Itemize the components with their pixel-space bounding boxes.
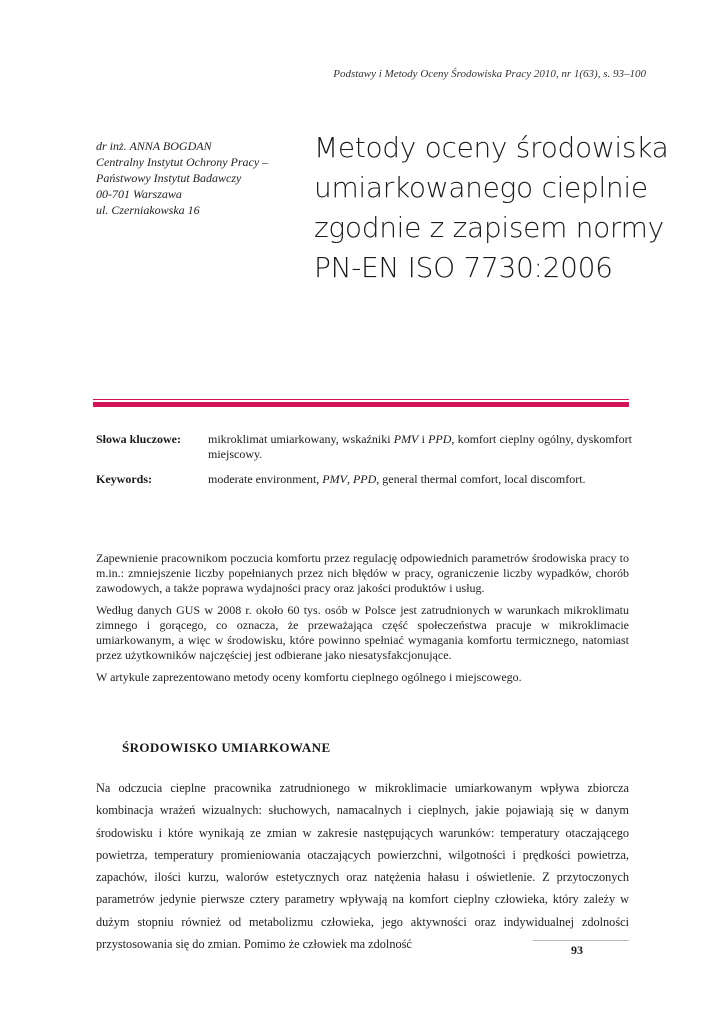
divider-thick [93,402,629,407]
section-paragraph: Na odczucia cieplne pracownika zatrudnionego w mikroklimacie umiarkowanym wpływa zbiorcza kombinacja wrażeń wizualnych: słuchowych, namacalnych i cieplnych, jakie pojawiają się w danym środowisku i które wynikają ze zmian w zakresie następujących warunków: temperatury otaczającego powietrza, temperatury promieniowania otaczających powierzchni, wilgotności i prędkości powietrza, zapachów, ilości kurzu, walorów estetycznych oraz natężenia hałasu i oświetlenie. Z przytoczonych parametrów jedynie pierwsze cztery parametry wpływają na komfort cieplny człowieka, który zależy w dużym stopniu również od metabolizmu człowieka, jego aktywności oraz indywidualnej zdolności przystosowania się do zmian. Pomimo że człowiek ma zdolność [96,781,629,952]
author-name: dr inż. ANNA BOGDAN [96,139,212,153]
author-institute-line-2: Państwowy Instytut Badawczy [96,171,242,185]
section-heading: ŚRODOWISKO UMIARKOWANE [122,740,331,755]
keywords-en-label: Keywords: [96,472,152,486]
title-line-3: zgodnie z zapisem normy [314,211,664,244]
author-block [96,138,316,218]
paragraph: Według danych GUS w 2008 r. około 60 tys. osób w Polsce jest zatrudnionych w warunkach mikroklimatu zimnego i gorącego, co oznacza, że przeważająca część społeczeństwa pracuje w mikroklimacie umiarkowanym, a więc w środowisku, które powinno spełniać wymagania komfortu termicznego, natomiast przez użytkowników najczęściej jest odbierane jako niesatysfakcjonujące. [96,603,629,662]
keywords-pl-row [96,432,632,462]
author-street: ul. Czerniakowska 16 [96,203,200,217]
keywords-table [96,432,632,497]
title-line-2: umiarkowanego cieplnie [314,171,648,204]
journal-reference: Podstawy i Metody Oceny Środowiska Pracy 2010, nr 1(63), s. 93–100 [333,68,646,80]
keywords-en-text: moderate environment, PMV, PPD, general thermal comfort, local discomfort. [208,472,586,486]
author-postal: 00-701 Warszawa [96,187,182,201]
paragraph: Zapewnienie pracownikom poczucia komfortu przez regulację odpowiednich parametrów środowiska pracy to m.in.: zmniejszenie liczby popełnianych przez nich błędów w pracy, ograniczenie liczby wypadków, chorób zawodowych, a także poprawa wydajności pracy oraz jakości produktów i usług. [96,551,629,595]
divider-thin [93,399,629,400]
page-number: 93 [571,943,583,957]
article-title [314,128,674,288]
introduction [96,551,629,692]
author-institute-line-1: Centralny Instytut Ochrony Pracy – [96,155,269,169]
paragraph: W artykule zaprezentowano metody oceny komfortu cieplnego ogólnego i miejscowego. [96,670,522,684]
title-line-1: Metody oceny środowiska [314,131,669,164]
footer-rule [533,940,629,941]
keywords-en-row [96,472,632,487]
keywords-pl-label: Słowa kluczowe: [96,432,181,446]
title-line-4: PN-EN ISO 7730:2006 [314,251,613,284]
keywords-pl-text: mikroklimat umiarkowany, wskaźniki PMV i PPD, komfort cieplny ogólny, dyskomfort miejscowy. [208,432,633,461]
